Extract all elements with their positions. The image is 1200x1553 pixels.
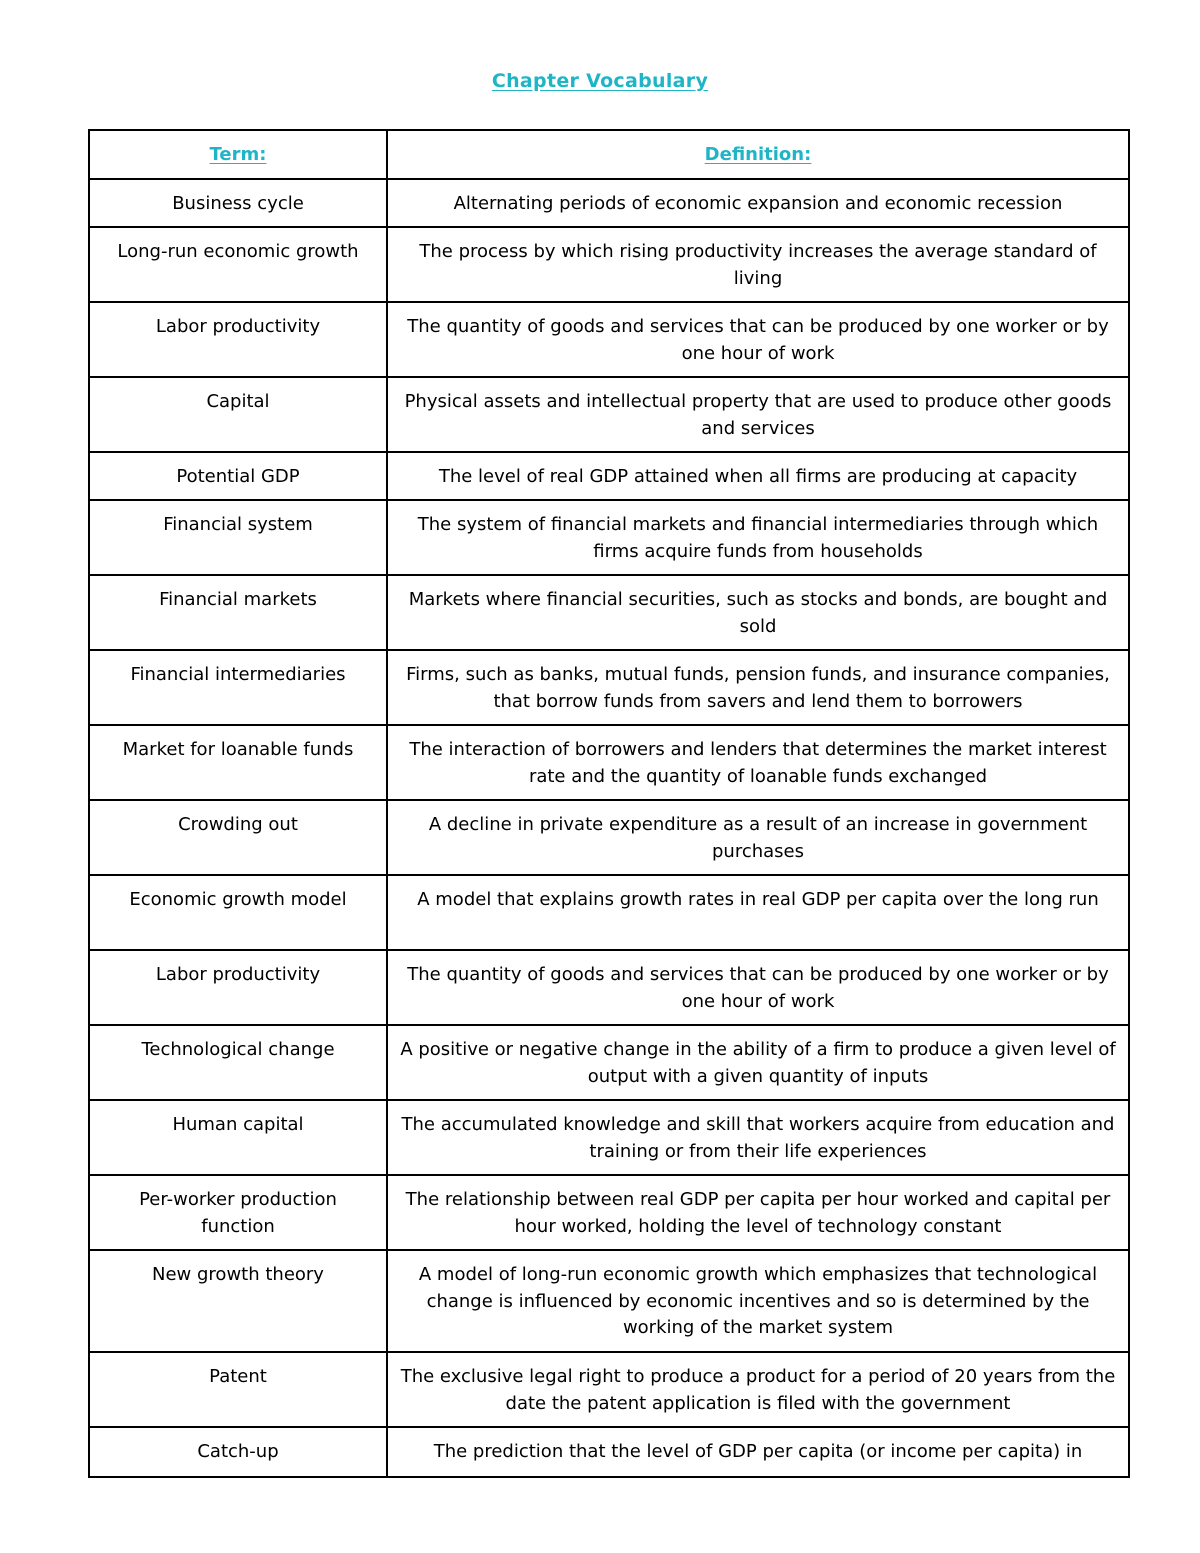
definition-cell: A positive or negative change in the ability of a firm to produce a given level of output with a given quantity of inputs: [387, 1025, 1129, 1100]
term-cell: New growth theory: [89, 1250, 387, 1352]
table-row: [89, 650, 1129, 725]
term-column-header: Term:: [89, 130, 387, 179]
term-cell: Long-run economic growth: [89, 227, 387, 302]
term-cell: Financial intermediaries: [89, 650, 387, 725]
definition-cell: A model of long-run economic growth which emphasizes that technological change is influenced by economic incentives and so is determined by the working of the market system: [387, 1250, 1129, 1352]
term-cell: Economic growth model: [89, 875, 387, 950]
term-cell: Potential GDP: [89, 452, 387, 500]
definition-cell: The accumulated knowledge and skill that workers acquire from education and training or from their life experiences: [387, 1100, 1129, 1175]
table-row: [89, 1175, 1129, 1250]
term-cell: Market for loanable funds: [89, 725, 387, 800]
definition-cell: The quantity of goods and services that can be produced by one worker or by one hour of work: [387, 302, 1129, 377]
page-title: Chapter Vocabulary: [491, 70, 709, 92]
definition-cell: Alternating periods of economic expansion and economic recession: [387, 179, 1129, 227]
table-row: [89, 377, 1129, 452]
definition-cell: The system of financial markets and financial intermediaries through which firms acquire funds from households: [387, 500, 1129, 575]
term-cell: Catch-up: [89, 1427, 387, 1477]
term-cell: Human capital: [89, 1100, 387, 1175]
term-cell: Capital: [89, 377, 387, 452]
table-row: [89, 227, 1129, 302]
term-cell: Patent: [89, 1352, 387, 1427]
term-cell: Business cycle: [89, 179, 387, 227]
definition-cell: Markets where financial securities, such as stocks and bonds, are bought and sold: [387, 575, 1129, 650]
term-cell: Labor productivity: [89, 950, 387, 1025]
definition-cell: The process by which rising productivity increases the average standard of living: [387, 227, 1129, 302]
definition-cell: A decline in private expenditure as a result of an increase in government purchases: [387, 800, 1129, 875]
table-row: [89, 179, 1129, 227]
table-row: [89, 302, 1129, 377]
definition-cell: The prediction that the level of GDP per capita (or income per capita) in: [387, 1427, 1129, 1477]
definition-cell: Firms, such as banks, mutual funds, pension funds, and insurance companies, that borrow funds from savers and lend them to borrowers: [387, 650, 1129, 725]
table-row: [89, 950, 1129, 1025]
table-row: [89, 1427, 1129, 1477]
table-row: [89, 1025, 1129, 1100]
definition-cell: Physical assets and intellectual property that are used to produce other goods and services: [387, 377, 1129, 452]
term-cell: Labor productivity: [89, 302, 387, 377]
table-row: [89, 1250, 1129, 1352]
definition-cell: The relationship between real GDP per capita per hour worked and capital per hour worked, holding the level of technology constant: [387, 1175, 1129, 1250]
definition-cell: The quantity of goods and services that can be produced by one worker or by one hour of work: [387, 950, 1129, 1025]
definition-column-header: Definition:: [387, 130, 1129, 179]
definition-cell: The interaction of borrowers and lenders that determines the market interest rate and the quantity of loanable funds exchanged: [387, 725, 1129, 800]
term-cell: Financial markets: [89, 575, 387, 650]
table-row: [89, 500, 1129, 575]
term-cell: Per-worker production function: [89, 1175, 387, 1250]
table-body: [89, 179, 1129, 1477]
definition-cell: A model that explains growth rates in real GDP per capita over the long run: [387, 875, 1129, 950]
definition-cell: The level of real GDP attained when all firms are producing at capacity: [387, 452, 1129, 500]
table-row: [89, 800, 1129, 875]
definition-cell: The exclusive legal right to produce a product for a period of 20 years from the date the patent application is filed with the government: [387, 1352, 1129, 1427]
table-row: [89, 725, 1129, 800]
table-row: [89, 1100, 1129, 1175]
term-cell: Financial system: [89, 500, 387, 575]
table-row: [89, 1352, 1129, 1427]
term-cell: Technological change: [89, 1025, 387, 1100]
table-row: [89, 575, 1129, 650]
table-header-row: [89, 130, 1129, 179]
vocabulary-table: [88, 129, 1130, 1478]
table-row: [89, 875, 1129, 950]
table-row: [89, 452, 1129, 500]
term-cell: Crowding out: [89, 800, 387, 875]
